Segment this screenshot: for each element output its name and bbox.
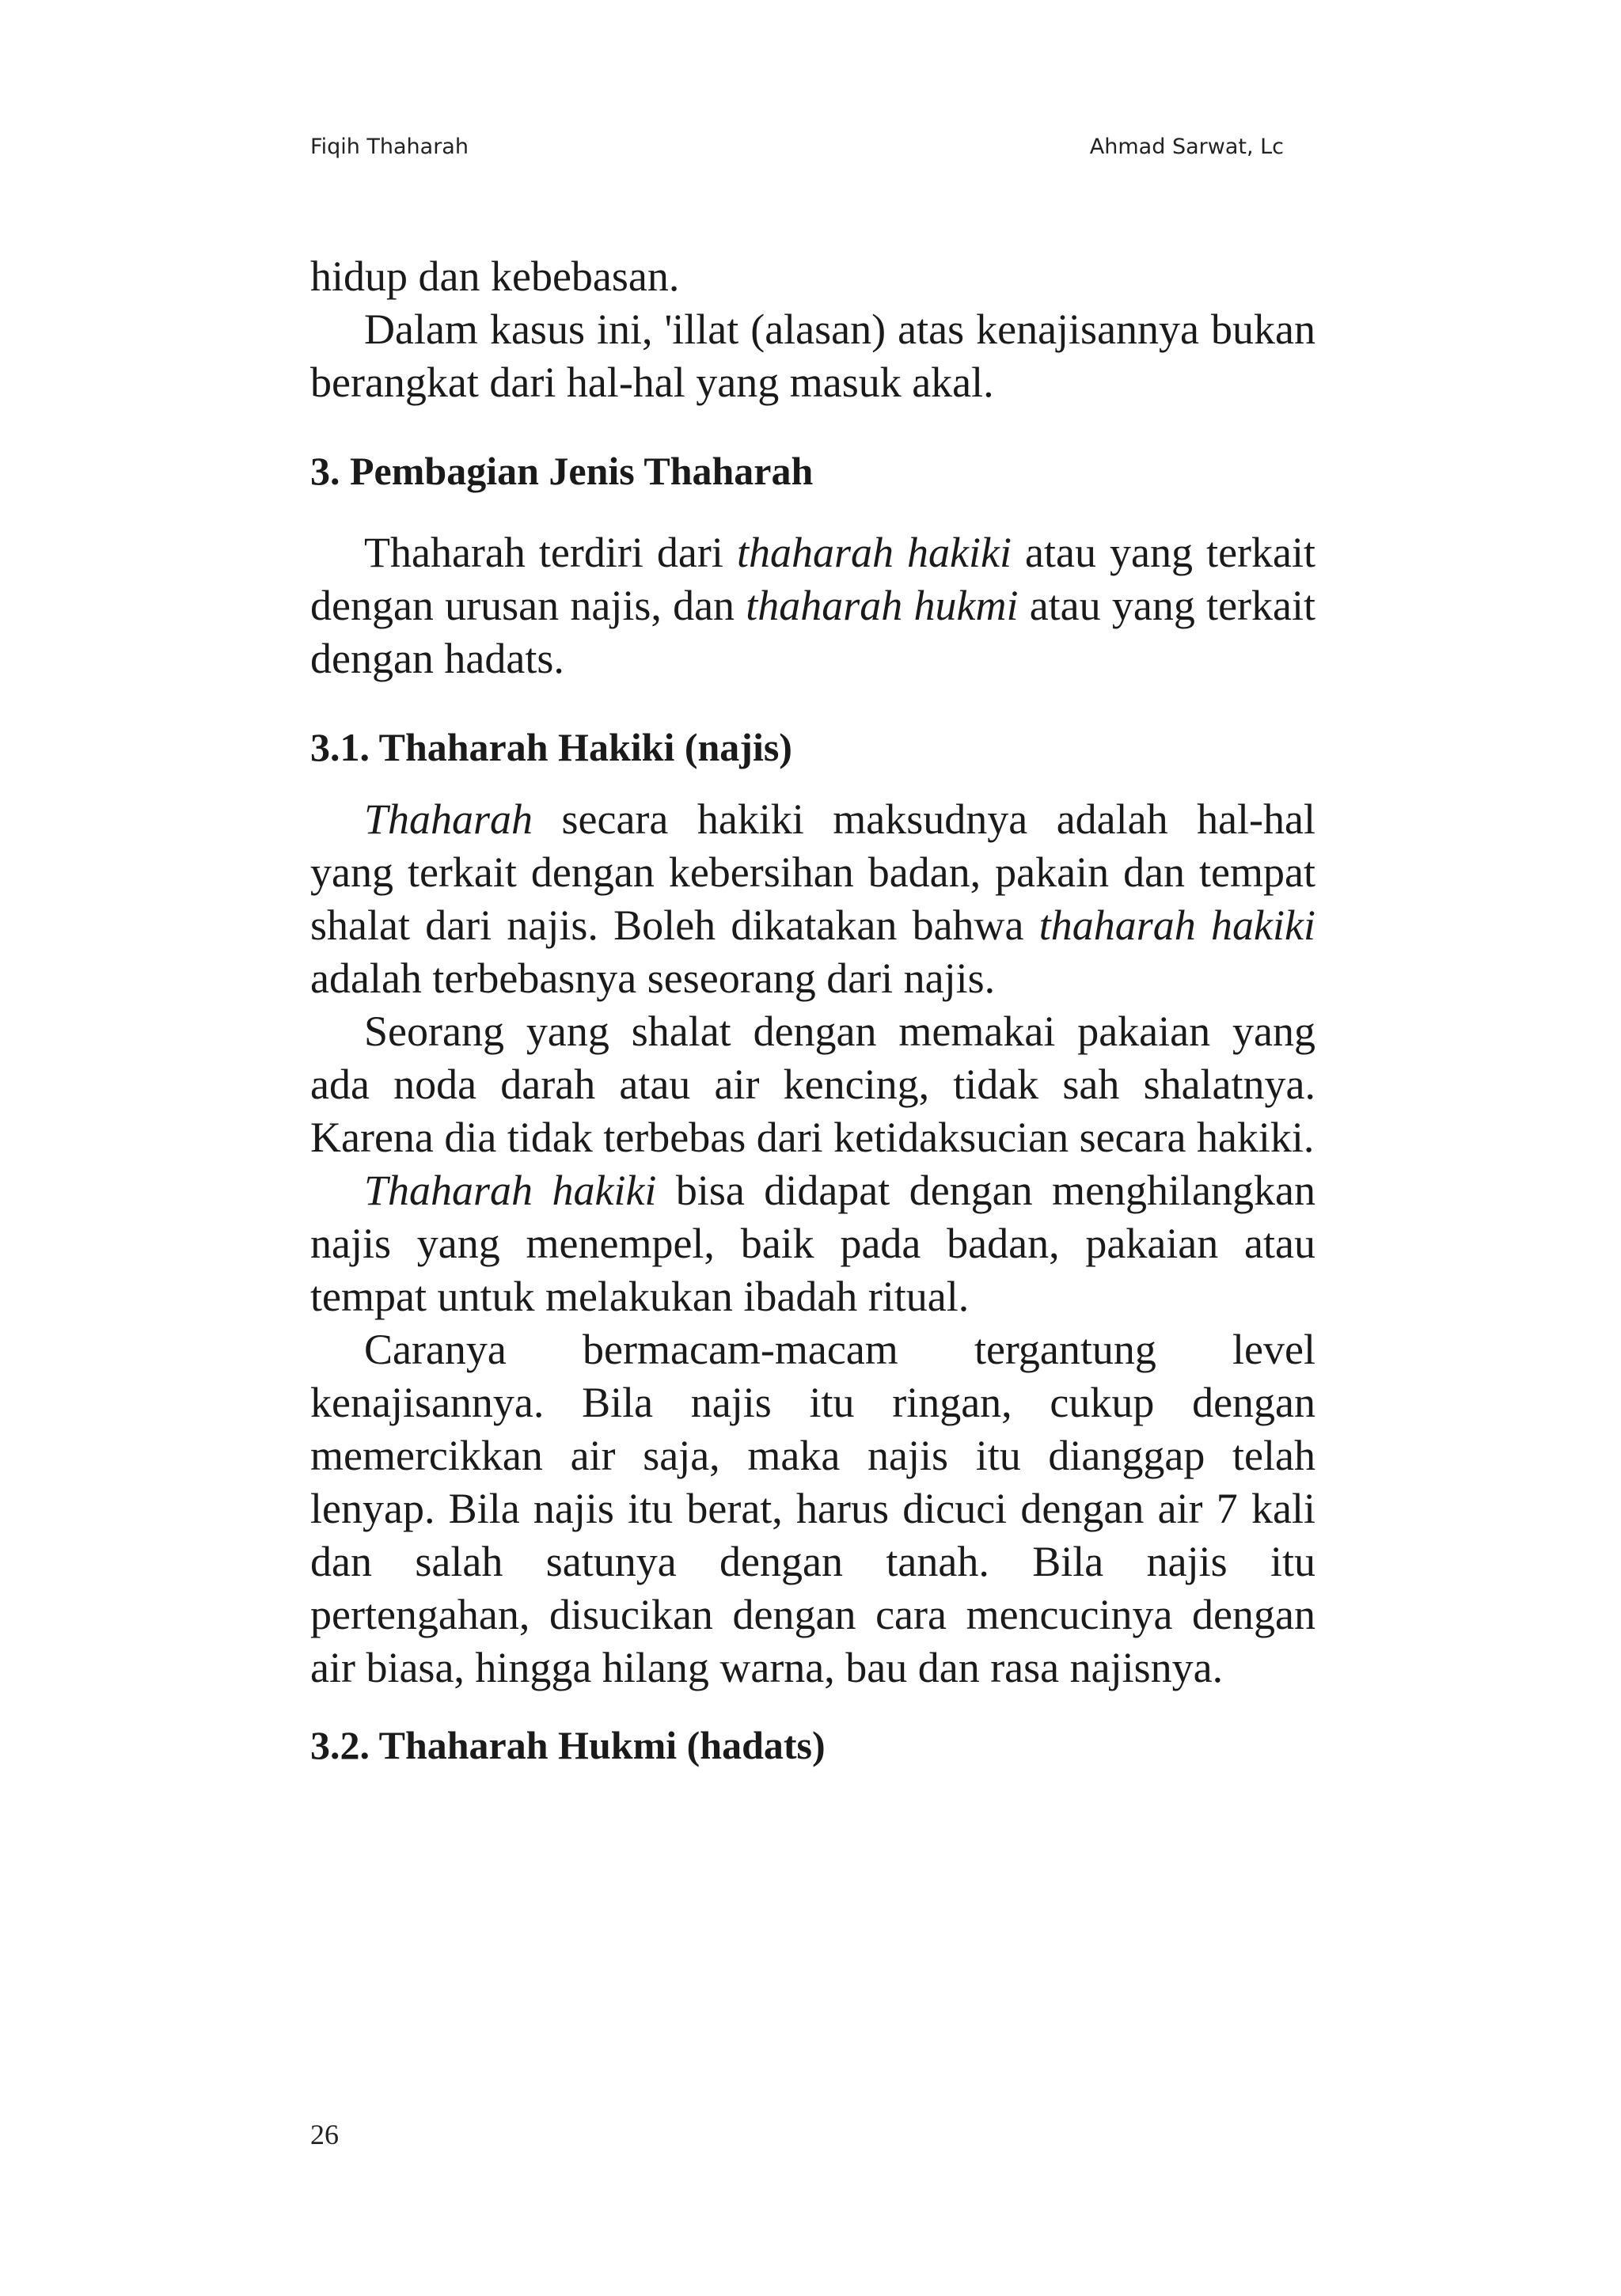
italic-term: Thaharah hakiki [364,1167,657,1214]
section-heading-3-1: 3.1. Thaharah Hakiki (najis) [310,725,792,769]
section-heading-3: 3. Pembagian Jenis Thaharah [310,449,814,493]
paragraph-najis-levels: Caranya bermacam-macam tergantung level kenajisannya. Bila najis itu ringan, cukup dengan memercikkan air saja, maka najis itu dianggap telah lenyap. Bila najis itu berat, harus dicuci dengan air 7 kali dan salah satunya dengan tanah. Bila najis itu pertengahan, disucikan dengan cara mencucinya dengan air biasa, hingga hilang warna, bau dan rasa najisnya. [310,1326,1315,1691]
header-author: Ahmad Sarwat, Lc [1089,135,1284,159]
page-body [310,250,1315,1791]
page-number: 26 [310,2119,339,2150]
paragraph-hakiki-method [310,1164,1315,1323]
text-run: Thaharah terdiri dari [364,529,737,576]
text-run: secara hakiki maksudnya adalah hal-hal yang terkait dengan kebersihan badan, pakain dan tempat shalat dari najis. Boleh dikatakan bahwa [310,795,1315,949]
header-book-title: Fiqih Thaharah [310,135,469,159]
paragraph-hakiki-definition [310,793,1315,1005]
italic-term: thaharah hakiki [1038,901,1315,949]
text-run: atau yang terkait dengan urusan najis, dan [310,529,1315,629]
paragraph-thaharah-types [310,526,1315,685]
paragraph-continuation: hidup dan kebebasan. [310,252,680,300]
italic-term: thaharah hukmi [746,582,1019,629]
text-run: atau yang terkait dengan hadats. [310,582,1315,682]
paragraph-shalat-example: Seorang yang shalat dengan memakai pakaian yang ada noda darah atau air kencing, tidak sah shalatnya. Karena dia tidak terbebas dari ketidaksucian secara hakiki. [310,1008,1315,1161]
text-run: adalah terbebasnya seseorang dari najis. [310,954,996,1002]
paragraph-illat: Dalam kasus ini, 'illat (alasan) atas kenajisannya bukan berangkat dari hal-hal yang masuk akal. [310,306,1315,406]
section-heading-3-2: 3.2. Thaharah Hukmi (hadats) [310,1723,826,1767]
text-run: bisa didapat dengan menghilangkan najis yang menempel, baik pada badan, pakaian atau tempat untuk melakukan ibadah ritual. [310,1167,1315,1320]
italic-term: Thaharah [364,795,533,843]
italic-term: thaharah hakiki [736,529,1012,576]
